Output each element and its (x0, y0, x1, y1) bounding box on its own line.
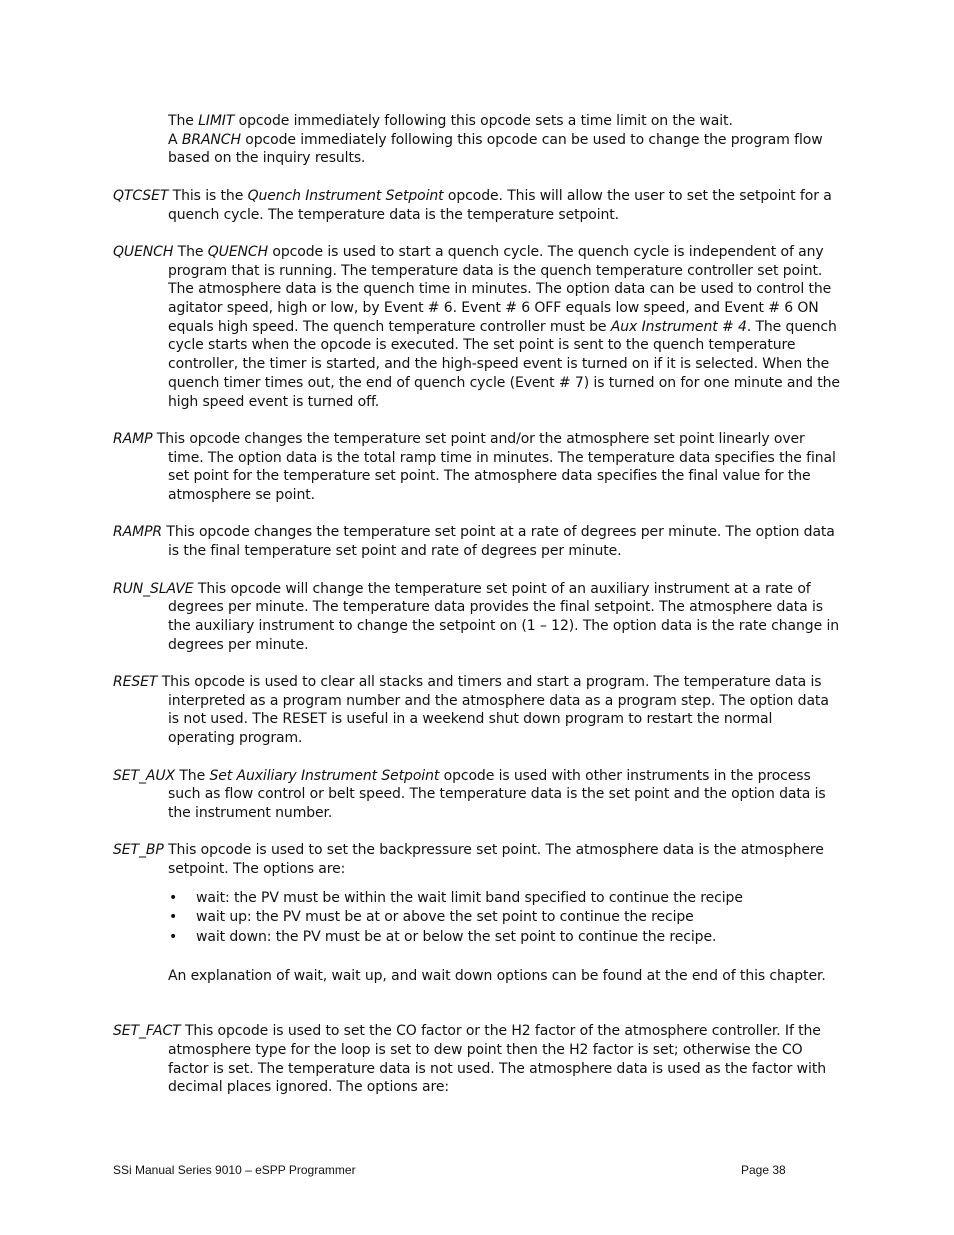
entry-run-slave: RUN_SLAVE This opcode will change the temperature set point of an auxiliary instrument at a rate of degrees per minute. The temperature data provides the final setpoint. The atmosphere data is the auxiliary instrument to change the setpoint on (1 – 12). The option data is the rate change in degrees per minute. (113, 580, 840, 653)
footer-page-number: Page 38 (741, 1163, 786, 1177)
opcode-name: RESET (113, 674, 158, 690)
entry-set-aux: SET_AUX The Set Auxiliary Instrument Setpoint opcode is used with other instruments in the process such as flow control or belt speed. The temperature data is the set point and the option data is the instrument number. (113, 767, 826, 821)
entry-reset: RESET This opcode is used to clear all stacks and timers and start a program. The temperature data is interpreted as a program number and the atmosphere data as a program step. The option data is not used. The RESET is useful in a weekend shut down program to restart the normal operating program. (113, 674, 829, 747)
opcode-name: QUENCH (113, 243, 174, 260)
entry-set-bp: SET_BP This opcode is used to set the backpressure set point. The atmosphere data is the atmosphere setpoint. The options are: (113, 842, 824, 877)
bullet-icon: • (169, 889, 178, 906)
opcode-name: SET_BP (113, 842, 164, 859)
bullet-icon: • (169, 929, 178, 946)
entry-quench: QUENCH The QUENCH opcode is used to start a quench cycle. The quench cycle is independent of any program that is running. The temperature data is the quench temperature controller set point. The atmosphere data is the quench time in minutes. The option data can be used to control the agitator speed, high or low, by Event # 6. Event # 6 OFF equals low speed, and Event # 6 ON equals high speed. The quench temperature controller must be Aux Instrument # 4. The quench cycle starts when the opcode is executed. The set point is sent to the quench temperature controller, the timer is started, and the high-speed event is turned on if it is selected. When the quench timer times out, the end of quench cycle (Event # 7) is turned on for one minute and the high speed event is turned off. (113, 243, 840, 410)
opcode-name: QTCSET (113, 187, 169, 204)
entry-ramp: RAMP This opcode changes the temperature set point and/or the atmosphere set point linearly over time. The option data is the total ramp time in minutes. The temperature data specifies the final set point for the temperature set point. The atmosphere data specifies the final value for the atmosphere se point. (113, 430, 836, 504)
list-item: • wait up: the PV must be at or above the set point to continue the recipe (169, 909, 694, 926)
opcode-name: SET_FACT (113, 1023, 181, 1040)
list-item: • wait down: the PV must be at or below the set point to continue the recipe. (169, 929, 717, 946)
entry-set-fact: SET_FACT This opcode is used to set the CO factor or the H2 factor of the atmosphere controller. If the atmosphere type for the loop is set to dew point then the H2 factor is set; otherwise the CO factor is set. The temperature data is not used. The atmosphere data is used as the factor with decimal places ignored. The options are: (113, 1023, 826, 1096)
intro-limit-line: The LIMIT opcode immediately following this opcode sets a time limit on the wait. (168, 113, 733, 129)
bullet-icon: • (169, 909, 178, 926)
intro-branch-line: A BRANCH opcode immediately following this opcode can be used to change the program flow based on the inquiry results. (168, 131, 823, 167)
page-content (113, 112, 843, 1097)
entry-rampr: RAMPR This opcode changes the temperature set point at a rate of degrees per minute. The option data is the final temperature set point and rate of degrees per minute. (113, 524, 835, 560)
list-item: • wait: the PV must be within the wait limit band specified to continue the recipe (169, 889, 743, 906)
opcode-name: RAMPR (113, 524, 163, 541)
set-bp-options-list (168, 889, 843, 947)
footer-manual-title: SSi Manual Series 9010 – eSPP Programmer (113, 1163, 356, 1177)
entry-qtcset: QTCSET This is the Quench Instrument Setpoint opcode. This will allow the user to set the setpoint for a quench cycle. The temperature data is the temperature setpoint. (113, 187, 832, 223)
opcode-name: RAMP (113, 430, 153, 447)
opcode-name: RUN_SLAVE (113, 580, 194, 597)
set-bp-note: An explanation of wait, wait up, and wait down options can be found at the end of this chapter. (168, 967, 826, 984)
opcode-name: SET_AUX (113, 767, 175, 784)
